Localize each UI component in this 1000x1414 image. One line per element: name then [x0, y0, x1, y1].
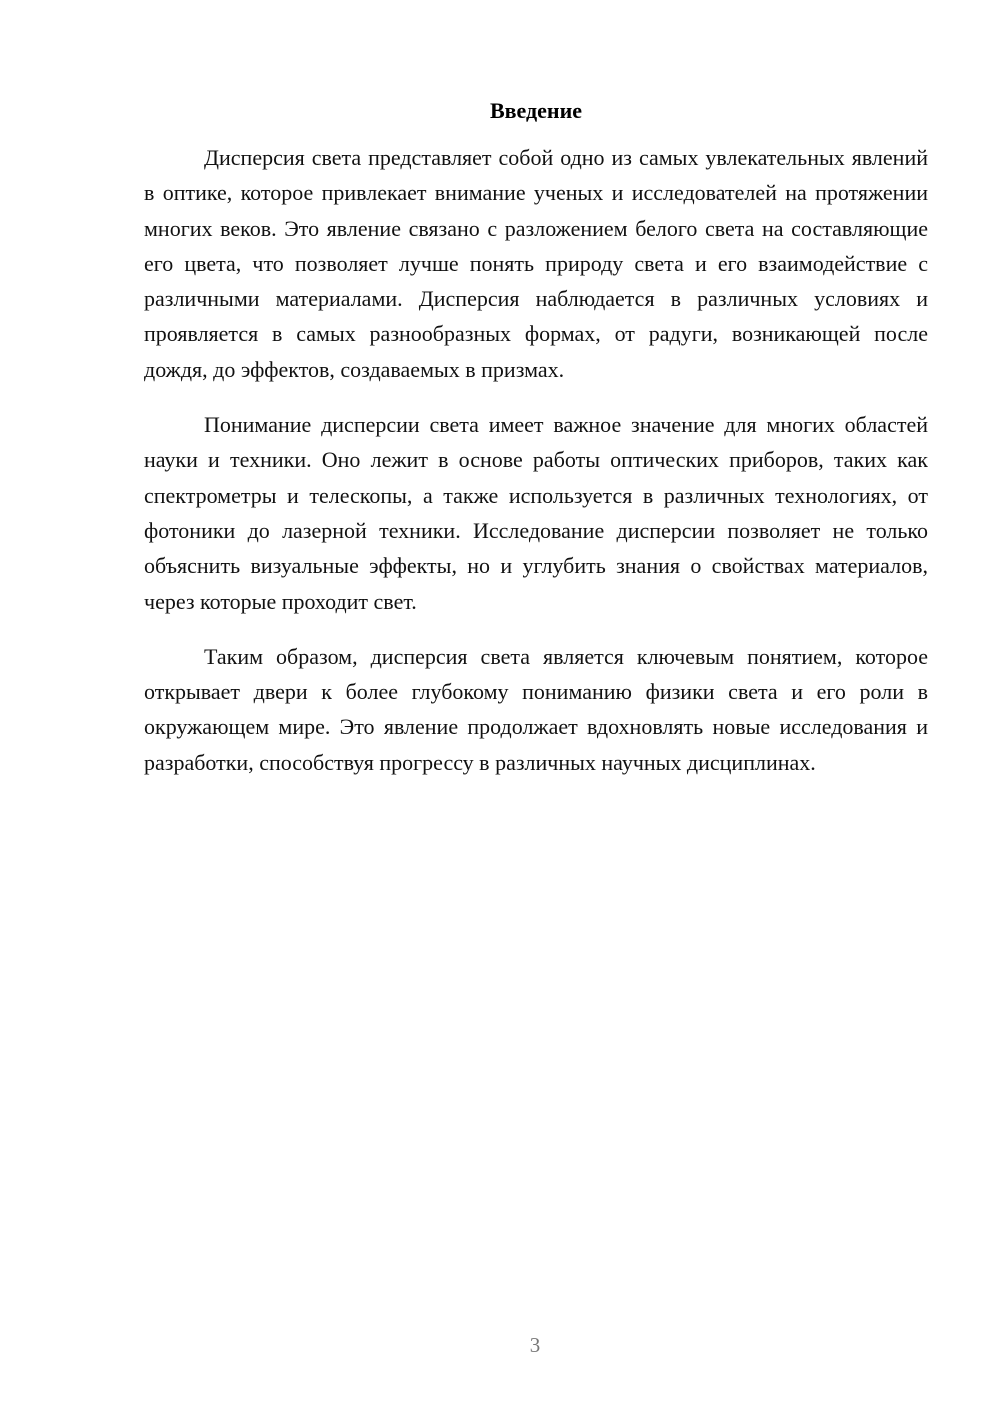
paragraph-2: Понимание дисперсии света имеет важное значение для многих областей науки и техники. Оно лежит в основе работы оптических приборов, таких как спектрометры и телескопы, а также используется в различных технологиях, от фотоники до лазерной техники. Исследование дисперсии позволяет не только объяснить визуальные эффекты, но и углубить знания о свойствах материалов, через которые проходит свет. — [144, 412, 928, 614]
page-content — [144, 93, 928, 800]
page-number: 3 — [529, 1333, 541, 1357]
section-title: Введение — [489, 98, 583, 123]
paragraph-3: Таким образом, дисперсия света является ключевым понятием, которое открывает двери к более глубокому пониманию физики света и его роли в окружающем мире. Это явление продолжает вдохновлять новые исследования и разработки, способствуя прогрессу в различных научных дисциплинах. — [144, 643, 928, 775]
paragraph-1: Дисперсия света представляет собой одно из самых увлекательных явлений в оптике, которое привлекает внимание ученых и исследователей на протяжении многих веков. Это явление связано с разложением белого света на составляющие его цвета, что позволяет лучше понять природу света и его взаимодействие с различными материалами. Дисперсия наблюдается в различных условиях и проявляется в самых разнообразных формах, от радуги, возникающей после дождя, до эффектов, создаваемых в призмах. — [144, 145, 928, 382]
